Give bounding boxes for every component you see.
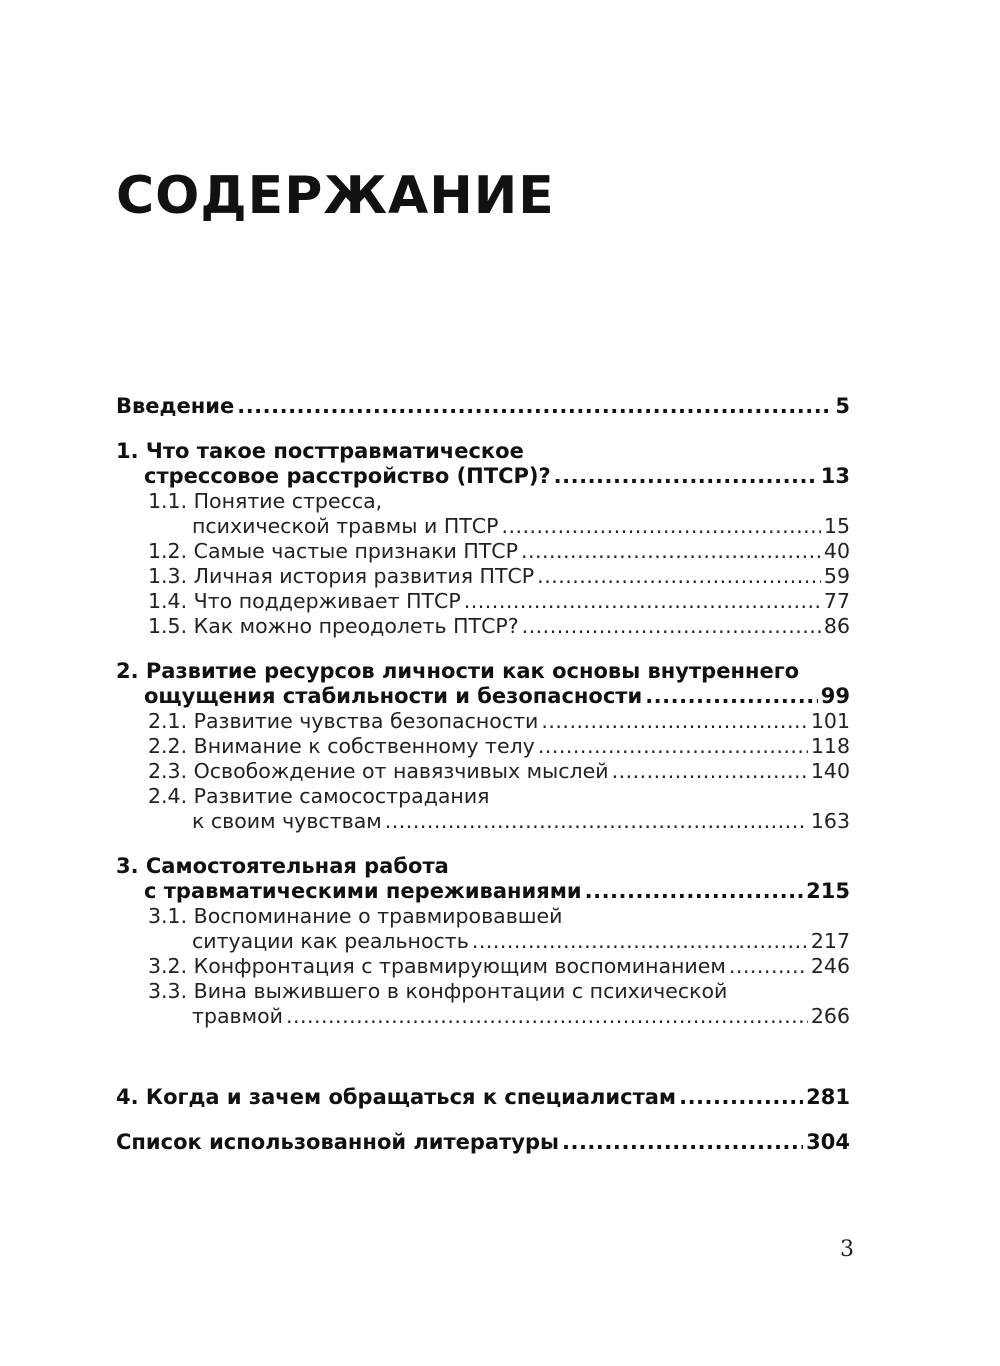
toc-entry-page: 304 [806,1130,850,1154]
dot-leader [521,539,821,564]
dot-leader [501,514,820,539]
dot-leader [562,1130,803,1155]
toc-entry-ch2[interactable] [116,684,850,709]
toc-entry-3-3[interactable] [116,1004,850,1029]
toc-entry-1-5[interactable] [116,614,850,639]
toc-entry-refs[interactable] [116,1130,850,1155]
toc-entry-label: 4. Когда и зачем обращаться к специалистам [116,1085,677,1109]
toc-entry-ch3[interactable] [116,879,850,904]
toc-entry-ch2-line1[interactable] [116,659,850,684]
toc-entry-label: 1.3. Личная история развития ПТСР [148,564,535,588]
toc-entry-3-2[interactable] [116,954,850,979]
toc-entry-label: 1.1. Понятие стресса, [148,489,383,513]
toc-entry-label: 1.2. Самые частые признаки ПТСР [148,539,518,563]
dot-leader [729,954,808,979]
dot-leader [538,734,808,759]
toc-entry-2-4-line1[interactable] [116,784,850,809]
toc-entry-label: 2.3. Освобождение от навязчивых мыслей [148,759,609,783]
dot-leader [612,759,808,784]
toc-entry-3-3-line1[interactable] [116,979,850,1004]
toc-entry-page: 15 [823,514,850,538]
toc-entry-label: психической травмы и ПТСР [192,514,499,538]
toc-entry-page: 217 [810,929,850,953]
dot-leader [554,464,818,489]
toc-entry-page: 266 [810,1004,850,1028]
toc-entry-label: 3. Самостоятельная работа [116,854,449,878]
toc-entry-label: Список использованной литературы [116,1130,559,1154]
toc-entry-label: 1.4. Что поддерживает ПТСР [148,589,461,613]
dot-leader [472,929,808,954]
toc-entry-label: с травматическими переживаниями [144,879,582,903]
dot-leader [585,879,804,904]
toc-entry-page: 13 [820,464,850,488]
toc-entry-label: 3.2. Конфронтация с травмирующим воспоминанием [148,954,726,978]
toc-chapter-4 [116,1085,850,1110]
toc-entry-label: 1. Что такое посттравматическое [116,439,524,463]
toc-entry-label: к своим чувствам [192,809,382,833]
table-of-contents [116,394,850,1175]
toc-entry-3-1[interactable] [116,929,850,954]
toc-entry-page: 59 [823,564,850,588]
toc-entry-ch1[interactable] [116,464,850,489]
toc-entry-2-3[interactable] [116,759,850,784]
toc-entry-label: ситуации как реальность [192,929,469,953]
toc-entry-label: ощущения стабильности и безопасности [144,684,643,708]
toc-entry-label: стрессовое расстройство (ПТСР)? [144,464,551,488]
toc-entry-3-1-line1[interactable] [116,904,850,929]
toc-entry-page: 140 [810,759,850,783]
toc-entry-label: 2.1. Развитие чувства безопасности [148,709,539,733]
toc-entry-page: 40 [823,539,850,563]
toc-entry-2-4[interactable] [116,809,850,834]
toc-entry-label: 1.5. Как можно преодолеть ПТСР? [148,614,519,638]
toc-entry-page: 163 [810,809,850,833]
dot-leader [537,564,821,589]
toc-chapter-2 [116,659,850,834]
toc-entry-page: 101 [810,709,850,733]
toc-entry-1-1-line1[interactable] [116,489,850,514]
toc-entry-1-1[interactable] [116,514,850,539]
toc-entry-page: 86 [823,614,850,638]
page-number: 3 [840,1237,854,1262]
toc-entry-ch1-line1[interactable] [116,439,850,464]
toc-chapter-1 [116,439,850,639]
dot-leader [679,1085,803,1110]
toc-entry-page: 118 [810,734,850,758]
dot-leader [541,709,807,734]
toc-entry-2-1[interactable] [116,709,850,734]
toc-entry-2-2[interactable] [116,734,850,759]
toc-entry-label: 2.4. Развитие самосострадания [148,784,490,808]
dot-leader [286,1004,808,1029]
dot-leader [385,809,808,834]
toc-entry-label: 3.3. Вина выжившего в конфронтации с психической [148,979,728,1003]
toc-entry-intro[interactable] [116,394,850,419]
dot-leader [645,684,818,709]
page-title: СОДЕРЖАНИЕ [116,166,555,226]
dot-leader [522,614,821,639]
toc-entry-label: Введение [116,394,235,418]
toc-entry-page: 246 [810,954,850,978]
toc-references [116,1130,850,1155]
toc-entry-label: 2.2. Внимание к собственному телу [148,734,535,758]
toc-entry-label: 2. Развитие ресурсов личности как основы внутреннего [116,659,800,683]
toc-entry-1-2[interactable] [116,539,850,564]
toc-entry-page: 215 [806,879,850,903]
toc-entry-ch3-line1[interactable] [116,854,850,879]
dot-leader [464,589,821,614]
toc-entry-page: 281 [806,1085,850,1109]
toc-entry-page: 5 [835,394,850,418]
toc-entry-1-4[interactable] [116,589,850,614]
toc-chapter-3 [116,854,850,1029]
toc-intro [116,394,850,419]
toc-entry-label: травмой [192,1004,283,1028]
toc-entry-page: 77 [823,589,850,613]
toc-entry-ch4[interactable] [116,1085,850,1110]
toc-entry-page: 99 [820,684,850,708]
toc-entry-label: 3.1. Воспоминание о травмировавшей [148,904,563,928]
dot-leader [237,394,832,419]
toc-entry-1-3[interactable] [116,564,850,589]
